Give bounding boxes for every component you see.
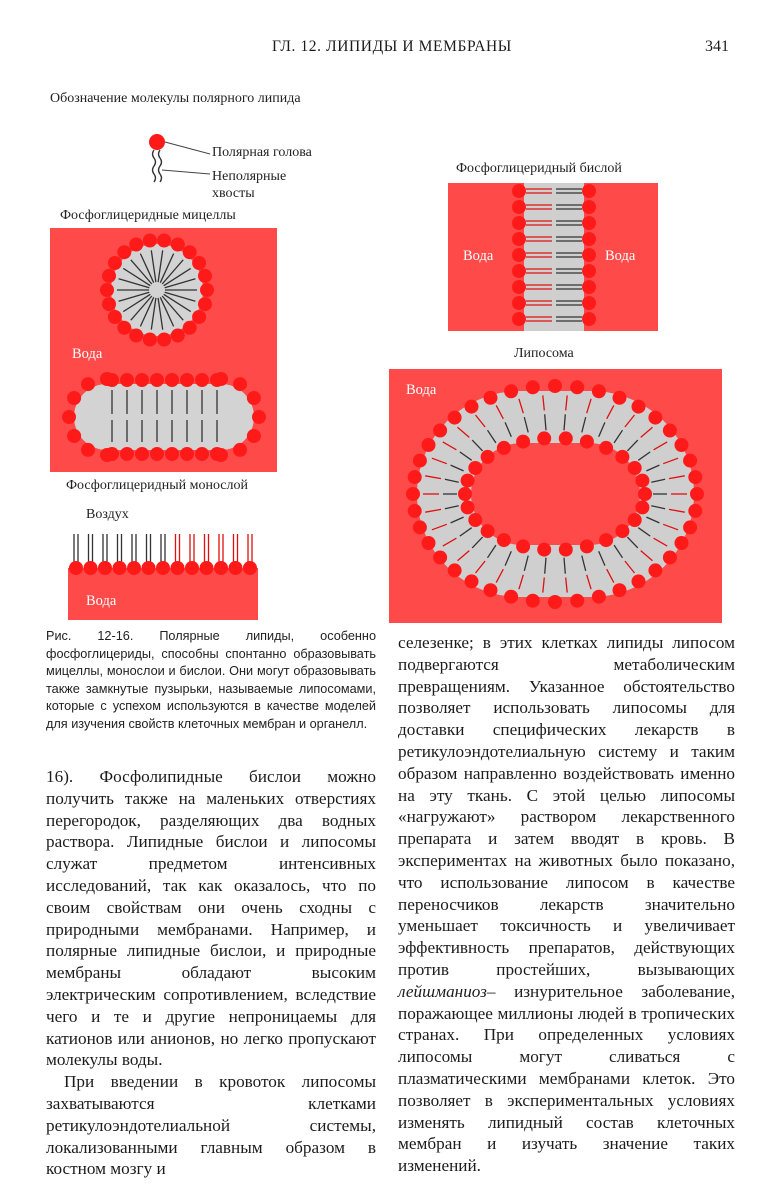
lipid-head xyxy=(582,232,596,246)
lipid-head xyxy=(157,234,171,248)
lipid-head xyxy=(195,447,209,461)
lipid-head xyxy=(512,232,526,246)
body-paragraph: При введении в кровоток липосомы захватываются клетками ретикулоэндотелиальной системы, локализованными главным образом в костном мозгу и xyxy=(46,1072,376,1179)
lipid-head xyxy=(628,513,642,527)
lipid-head xyxy=(683,520,697,534)
lipid-head xyxy=(448,411,462,425)
lipid-head xyxy=(183,245,197,259)
figure-caption: Рис. 12-16. Полярные липиды, особенно фосфоглицериды, способны спонтанно образовывать мицеллы, монослои и бислои. Они могут образовывать также замкнутые пузырьки, называемые липосомами, которые с успехом используются в качестве моделей для изучения свойств клеточных мембран и органелл. xyxy=(46,629,376,731)
lipid-head xyxy=(100,283,114,297)
lipid-head xyxy=(157,333,171,347)
lipid-head xyxy=(484,583,498,597)
air-label: Воздух xyxy=(86,507,129,522)
lipid-head xyxy=(120,373,134,387)
lipid-head xyxy=(512,248,526,262)
lipid-head xyxy=(62,410,76,424)
lipid-head xyxy=(582,216,596,230)
lipid-head xyxy=(582,296,596,310)
lipid-head xyxy=(628,461,642,475)
lipid-head xyxy=(180,373,194,387)
lipid-head xyxy=(512,296,526,310)
lipid-head xyxy=(516,539,530,553)
lipid-head xyxy=(512,312,526,326)
lipid-head xyxy=(127,561,141,575)
lipid-head xyxy=(180,447,194,461)
lipid-head xyxy=(559,431,573,445)
bilayer-title: Фосфоглицеридный бислой xyxy=(456,161,622,176)
lipid-head xyxy=(635,500,649,514)
lipid-head xyxy=(408,470,422,484)
lipid-head xyxy=(233,377,247,391)
lipid-head xyxy=(465,574,479,588)
lipid-head xyxy=(135,373,149,387)
lipid-head xyxy=(481,524,495,538)
body-right-column xyxy=(398,632,735,1177)
lipid-head xyxy=(135,447,149,461)
legend-lipid-icon xyxy=(140,130,220,200)
lipid-head xyxy=(635,474,649,488)
lipid-head xyxy=(67,391,81,405)
lipid-head xyxy=(580,539,594,553)
lipid-head xyxy=(150,373,164,387)
body-left-column xyxy=(46,766,376,1180)
lipid-head xyxy=(512,184,526,198)
lipid-head xyxy=(150,447,164,461)
lipid-head xyxy=(422,438,436,452)
lipid-head xyxy=(243,561,257,575)
lipid-head xyxy=(468,461,482,475)
lipid-head xyxy=(192,256,206,270)
lipid-head xyxy=(648,563,662,577)
lipid-head xyxy=(548,379,562,393)
lipid-head xyxy=(582,248,596,262)
lipid-head xyxy=(481,450,495,464)
liposome-title: Липосома xyxy=(514,346,574,361)
lipid-head xyxy=(171,329,185,343)
lipid-head xyxy=(433,424,447,438)
lipid-head xyxy=(233,443,247,457)
lipid-head xyxy=(497,441,511,455)
lipid-head xyxy=(465,400,479,414)
bilayer-water-right: Вода xyxy=(605,248,636,264)
lipid-head xyxy=(516,435,530,449)
micelles-title: Фосфоглицеридные мицеллы xyxy=(60,208,236,223)
lipid-head xyxy=(592,384,606,398)
lipid-head xyxy=(613,391,627,405)
lipid-head xyxy=(198,297,212,311)
lipid-head xyxy=(580,435,594,449)
lipid-head xyxy=(599,533,613,547)
running-head: ГЛ. 12. ЛИПИДЫ И МЕМБРАНЫ xyxy=(272,38,512,55)
lipid-head xyxy=(102,297,116,311)
lipid-head xyxy=(200,561,214,575)
lipid-head xyxy=(406,487,420,501)
lipid-head xyxy=(117,321,131,335)
lipid-head xyxy=(675,438,689,452)
lipid-head xyxy=(461,500,475,514)
lipid-head xyxy=(512,200,526,214)
lipid-head xyxy=(192,310,206,324)
lipid-head xyxy=(526,380,540,394)
lipid-head xyxy=(592,590,606,604)
lipid-head xyxy=(69,561,83,575)
lipid-head xyxy=(632,400,646,414)
lipid-head xyxy=(67,429,81,443)
lipid-head xyxy=(570,594,584,608)
body-text: селезенке; в этих клетках липиды липосом подвергаются метаболическим превращениям. Указанное обстоятельство позволяет использовать липосомы для доставки специфических лекарств в ретикулоэндотелиальную систему и таким образом направленно воздействовать именно на эту ткань. С этой целью липосомы «нагружают» раствором лекарственного препарата и затем вводят в кровь. В экспериментах на животных было показано, что использование липосом в качестве переносчиков лекарств значительно уменьшает токсичность и увеличивает эффективность препаратов, действующих против простейших, вызывающих xyxy=(398,633,735,979)
lipid-head xyxy=(690,487,704,501)
legend-tails-label: Неполярные хвосты xyxy=(212,169,287,201)
monolayer-title: Фосфоглицеридный монослой xyxy=(66,478,248,493)
lipid-head xyxy=(247,391,261,405)
lipid-head xyxy=(448,563,462,577)
lipid-head xyxy=(468,513,482,527)
lipid-head xyxy=(108,256,122,270)
lipid-head xyxy=(100,448,114,462)
lipid-head xyxy=(570,380,584,394)
lipid-head xyxy=(143,234,157,248)
lipid-head xyxy=(688,470,702,484)
lipid-head xyxy=(214,561,228,575)
lipid-head xyxy=(129,329,143,343)
lipid-head xyxy=(497,533,511,547)
lipid-head xyxy=(638,487,652,501)
lipid-head xyxy=(632,574,646,588)
lipid-head xyxy=(582,184,596,198)
liposome-water-label: Вода xyxy=(406,382,437,398)
lipid-head xyxy=(582,200,596,214)
lipid-head xyxy=(648,411,662,425)
lipid-head xyxy=(599,441,613,455)
lipid-head xyxy=(183,321,197,335)
lipid-head xyxy=(129,238,143,252)
lipid-head xyxy=(683,454,697,468)
italic-term: лейшманиоз xyxy=(398,981,487,1001)
lipid-head xyxy=(165,447,179,461)
lipid-head xyxy=(143,333,157,347)
page-number: 341 xyxy=(705,38,729,55)
lipid-head xyxy=(81,377,95,391)
lipid-head xyxy=(108,310,122,324)
lipid-head xyxy=(195,373,209,387)
lipid-head xyxy=(484,391,498,405)
lipid-head xyxy=(458,487,472,501)
lipid-head xyxy=(98,561,112,575)
lipid-head xyxy=(102,269,116,283)
lipid-head xyxy=(214,372,228,386)
lipid-head xyxy=(422,536,436,550)
lipid-head xyxy=(559,543,573,557)
lipid-head xyxy=(413,454,427,468)
lipid-head xyxy=(537,431,551,445)
lipid-head xyxy=(688,504,702,518)
lipid-head xyxy=(504,590,518,604)
lipid-head xyxy=(185,561,199,575)
lipid-head xyxy=(461,474,475,488)
lipid-head xyxy=(526,594,540,608)
lipid-head xyxy=(537,543,551,557)
lipid-head xyxy=(582,280,596,294)
lipid-head xyxy=(229,561,243,575)
lipid-head xyxy=(408,504,422,518)
lipid-head xyxy=(582,264,596,278)
lipid-head xyxy=(165,373,179,387)
lipid-head xyxy=(117,245,131,259)
lipid-head xyxy=(113,561,127,575)
lipid-head xyxy=(252,410,266,424)
lipid-head xyxy=(413,520,427,534)
lipid-head xyxy=(663,424,677,438)
legend-title: Обозначение молекулы полярного липида xyxy=(50,91,301,106)
lipid-head xyxy=(548,595,562,609)
bilayer-water-left: Вода xyxy=(463,248,494,264)
body-text: – изнурительное заболевание, поражающее миллионы людей в тропических странах. При определенных условиях липосомы могут сливаться с плазматическими мембранами клеток. Это позволяет в экспериментальных условиях изменять липидный состав клеточных мембран и изучать значение таких изменений. xyxy=(398,981,735,1176)
lipid-head xyxy=(81,443,95,457)
body-paragraph xyxy=(398,632,735,1177)
lipid-head xyxy=(171,238,185,252)
lipid-head xyxy=(433,551,447,565)
lipid-head xyxy=(247,429,261,443)
lipid-head xyxy=(512,280,526,294)
lipid-head xyxy=(504,384,518,398)
lipid-head xyxy=(100,372,114,386)
lipid-head xyxy=(84,561,98,575)
lipid-head xyxy=(142,561,156,575)
lipid-head xyxy=(171,561,185,575)
liposome-diagram xyxy=(389,369,722,623)
lipid-head xyxy=(615,524,629,538)
monolayer-water-label: Вода xyxy=(86,593,117,609)
body-paragraph: 16). Фосфолипидные бислои можно получить также на маленьких отверстиях перегородок, разделяющих два водных раствора. Липидные бислои и липосомы служат предметом интенсивных исследований, так как оказалось, что по своим свойствам они очень сходны с природными мембранами. Например, и полярные липидные бислои, и природные мембраны обладают высоким электрическим сопротивлением, вследствие чего и те и другие непроницаемы для катионов или анионов, но легко пропускают молекулы воды. xyxy=(46,767,376,1070)
lipid-head xyxy=(615,450,629,464)
lipid-head xyxy=(582,312,596,326)
lipid-head xyxy=(512,264,526,278)
lipid-head xyxy=(214,448,228,462)
lipid-head xyxy=(675,536,689,550)
lipid-head xyxy=(198,269,212,283)
lipid-head xyxy=(156,561,170,575)
lipid-head xyxy=(200,283,214,297)
micelles-water-label: Вода xyxy=(72,346,103,362)
lipid-head xyxy=(120,447,134,461)
lipid-head xyxy=(613,583,627,597)
liposome-panel xyxy=(389,369,722,623)
lipid-head xyxy=(512,216,526,230)
lipid-head xyxy=(663,551,677,565)
legend-head-label: Полярная голова xyxy=(212,145,312,160)
